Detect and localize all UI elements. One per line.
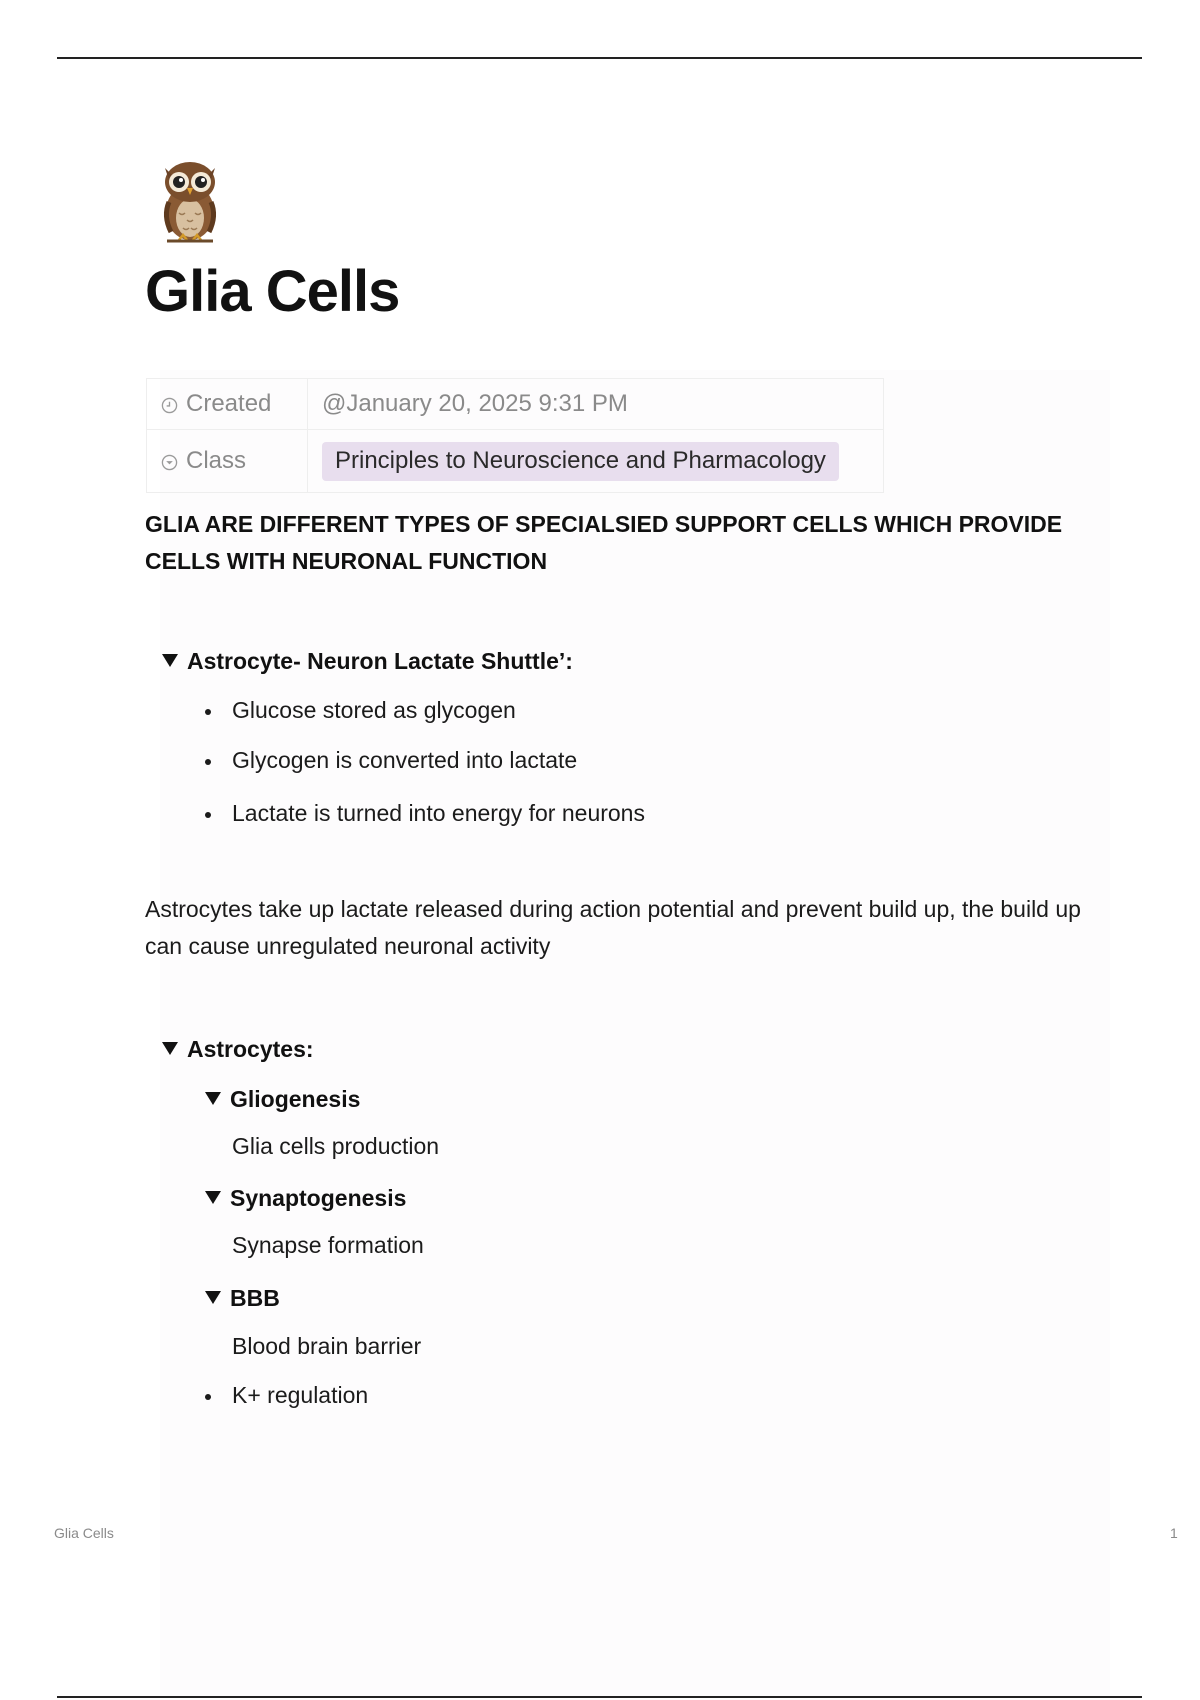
toggle-triangle-icon[interactable] bbox=[205, 1092, 221, 1105]
list-item: Lactate is turned into energy for neurons bbox=[232, 800, 645, 827]
toggle-body-text: Synapse formation bbox=[232, 1232, 424, 1258]
toggle-gliogenesis[interactable] bbox=[205, 1086, 360, 1113]
property-key-class[interactable] bbox=[147, 430, 308, 493]
list-item: Glucose stored as glycogen bbox=[232, 697, 516, 724]
paragraph-lactate: Astrocytes take up lactate released during action potential and prevent build up, the build up can cause unregulated neuronal activity bbox=[145, 896, 1081, 959]
owl-icon bbox=[155, 158, 225, 244]
page-number: 1 bbox=[1170, 1525, 1178, 1541]
toggle-bbb[interactable] bbox=[205, 1285, 280, 1312]
toggle-triangle-icon[interactable] bbox=[205, 1191, 221, 1204]
class-tag[interactable]: Principles to Neuroscience and Pharmacology bbox=[322, 442, 839, 481]
footer-title: Glia Cells bbox=[54, 1525, 114, 1541]
class-key-label: Class bbox=[186, 447, 247, 474]
banner-heading: GLIA ARE DIFFERENT TYPES OF SPECIALSIED SUPPORT CELLS WHICH PROVIDE CELLS WITH NEURONAL FUNCTION bbox=[145, 511, 1063, 574]
list-item: K+ regulation bbox=[232, 1382, 368, 1409]
top-rule bbox=[57, 57, 1142, 59]
properties-table bbox=[146, 378, 884, 493]
toggle-body-text: Blood brain barrier bbox=[232, 1333, 422, 1359]
clock-icon bbox=[161, 397, 178, 414]
toggle-triangle-icon[interactable] bbox=[205, 1291, 221, 1304]
toggle-heading-text: Astrocytes: bbox=[187, 1036, 314, 1062]
toggle-heading-text: Astrocyte- Neuron Lactate Shuttle’: bbox=[187, 648, 573, 674]
toggle-heading-text: Gliogenesis bbox=[230, 1086, 361, 1112]
toggle-heading-text: Synaptogenesis bbox=[230, 1185, 407, 1211]
select-circle-icon bbox=[161, 454, 178, 471]
toggle-heading-text: BBB bbox=[230, 1285, 280, 1311]
toggle-triangle-icon[interactable] bbox=[162, 654, 178, 667]
page-title: Glia Cells bbox=[145, 259, 400, 324]
toggle-synaptogenesis[interactable] bbox=[205, 1185, 406, 1212]
toggle-body-text: Glia cells production bbox=[232, 1133, 440, 1159]
created-label: Created bbox=[186, 390, 272, 417]
property-row-class bbox=[147, 430, 884, 493]
toggle-triangle-icon[interactable] bbox=[162, 1042, 178, 1055]
bottom-rule bbox=[57, 1696, 1142, 1698]
property-row-created bbox=[147, 379, 884, 430]
toggle-lactate-shuttle[interactable] bbox=[162, 648, 573, 675]
class-value[interactable] bbox=[308, 430, 884, 493]
toggle-astrocytes[interactable] bbox=[162, 1036, 314, 1063]
created-value[interactable]: @January 20, 2025 9:31 PM bbox=[308, 379, 884, 430]
property-key-created[interactable] bbox=[147, 379, 308, 430]
list-item: Glycogen is converted into lactate bbox=[232, 747, 577, 774]
